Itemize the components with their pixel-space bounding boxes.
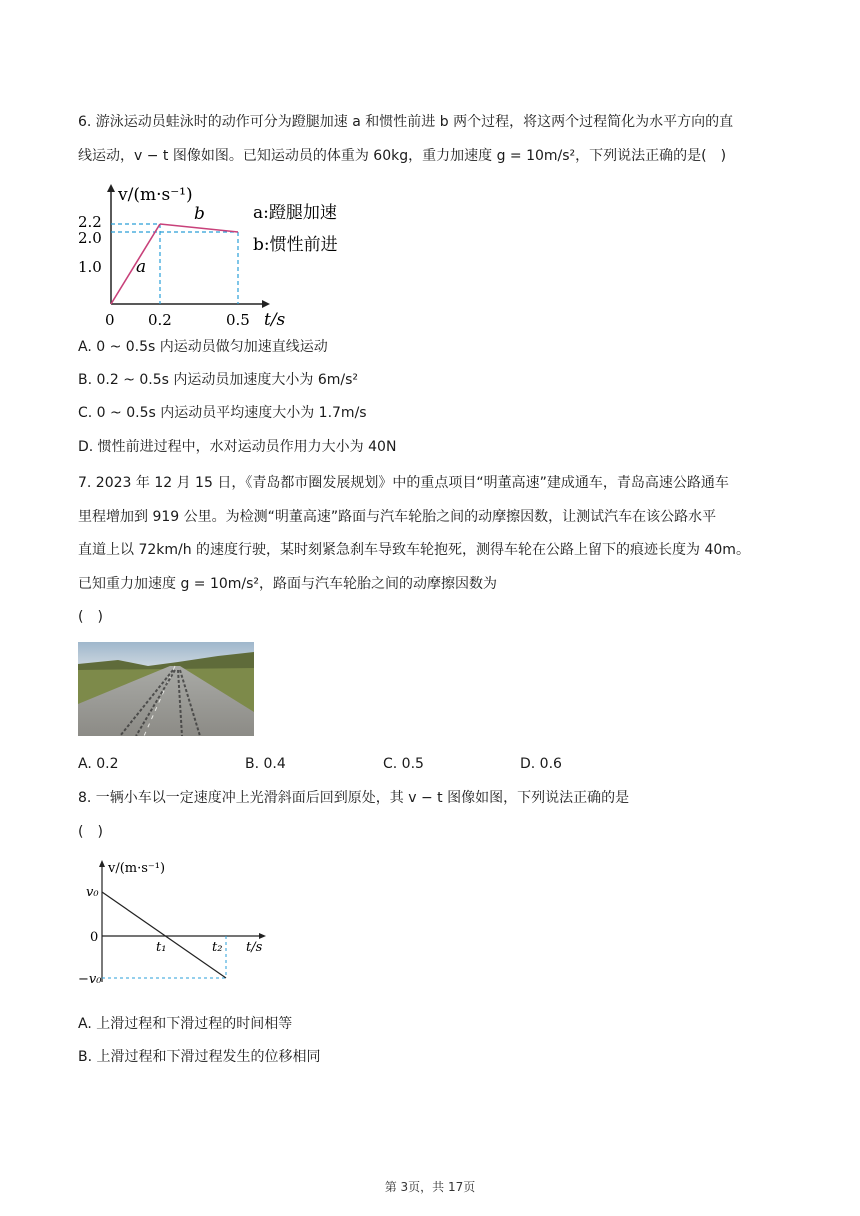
q6-ylabel: v/(m·s⁻¹) — [118, 185, 193, 205]
q6-ytick-2.2: 2.2 — [78, 213, 102, 231]
q6-vt-graph — [78, 180, 378, 332]
q6-stem-line2: 线运动，v − t 图像如图。已知运动员的体重为 60kg，重力加速度 g = 10m/s²，下列说法正确的是( ) — [78, 148, 727, 164]
q8-paren: ( ) — [78, 824, 103, 840]
q7-stem-line4: 已知重力加速度 g = 10m/s²，路面与汽车轮胎之间的动摩擦因数为 — [78, 576, 498, 592]
q8-y-v0: v₀ — [86, 885, 99, 900]
q8-y-negv0: −v₀ — [78, 972, 102, 987]
q8-vt-graph — [78, 854, 278, 994]
q8-vt-line — [102, 892, 226, 978]
q8-ylabel: v/(m·s⁻¹) — [108, 861, 166, 876]
q6-option-c: C. 0 ~ 0.5s 内运动员平均速度大小为 1.7m/s — [78, 405, 367, 421]
page-footer: 第 3页，共 17页 — [384, 1180, 476, 1194]
q8-option-b: B. 上滑过程和下滑过程发生的位移相同 — [78, 1049, 321, 1065]
q6-line-b — [160, 224, 238, 232]
q6-label-b: b — [194, 204, 205, 224]
q7-option-b: B. 0.4 — [245, 756, 286, 772]
q8-option-a: A. 上滑过程和下滑过程的时间相等 — [78, 1016, 293, 1032]
q6-xtick-0.5: 0.5 — [226, 311, 250, 329]
q8-stem-line1: 8. 一辆小车以一定速度冲上光滑斜面后回到原处，其 v − t 图像如图，下列说法正确的是 — [78, 790, 630, 806]
q6-ytick-2.0: 2.0 — [78, 229, 102, 247]
q7-option-a: A. 0.2 — [78, 756, 119, 772]
q7-paren: ( ) — [78, 609, 103, 625]
q6-xtick-0.2: 0.2 — [148, 311, 172, 329]
q8-y-zero: 0 — [90, 930, 99, 945]
q6-stem-line1: 6. 游泳运动员蛙泳时的动作可分为蹬腿加速 a 和惯性前进 b 两个过程，将这两个过程简化为水平方向的直 — [78, 114, 734, 130]
q7-stem-line3: 直道上以 72km/h 的速度行驶，某时刻紧急刹车导致车轮抱死，测得车轮在公路上留下的痕迹长度为 40m。 — [78, 542, 750, 558]
q7-option-d: D. 0.6 — [520, 756, 562, 772]
q8-xlabel: t/s — [246, 940, 263, 955]
q6-option-d: D. 惯性前进过程中，水对运动员作用力大小为 40N — [78, 439, 397, 455]
q6-legend-a: a:蹬腿加速 — [253, 203, 337, 223]
q6-xlabel: t/s — [264, 310, 286, 330]
q8-t2: t₂ — [212, 940, 223, 955]
q6-legend-b: b:惯性前进 — [253, 235, 338, 255]
road-skid-marks-photo — [78, 642, 254, 736]
q6-label-a: a — [136, 257, 147, 277]
q7-option-c: C. 0.5 — [383, 756, 424, 772]
q8-t1: t₁ — [156, 940, 167, 955]
q7-stem-line1: 7. 2023 年 12 月 15 日，《青岛都市圈发展规划》中的重点项目“明董高速”建成通车，青岛高速公路通车 — [78, 475, 729, 491]
q6-option-b: B. 0.2 ~ 0.5s 内运动员加速度大小为 6m/s² — [78, 372, 359, 388]
q7-stem-line2: 里程增加到 919 公里。为检测“明董高速”路面与汽车轮胎之间的动摩擦因数，让测试汽车在该公路水平 — [78, 509, 717, 525]
q6-xtick-0: 0 — [105, 311, 115, 329]
q6-ytick-1.0: 1.0 — [78, 258, 102, 276]
q6-option-a: A. 0 ~ 0.5s 内运动员做匀加速直线运动 — [78, 339, 328, 355]
